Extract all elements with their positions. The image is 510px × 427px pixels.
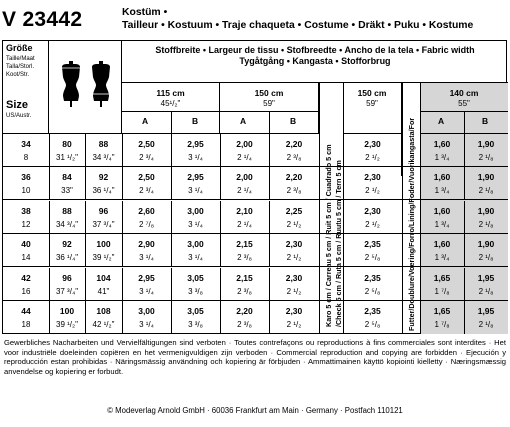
group-width: 150 cm [254, 88, 284, 98]
cell-g1b-yd: 3 ¹/₄ [188, 219, 203, 229]
cell-g2b: 2,30 [285, 272, 303, 283]
cell-g4a: 1,65 [433, 272, 451, 283]
cell-g4a-yd: 1 ³/₄ [434, 186, 450, 196]
cell-g4b: 1,95 [477, 272, 495, 283]
cell-g1a: 2,95 [138, 272, 155, 283]
cell-hip-in: 39 ¹/₂" [92, 253, 115, 263]
cell-g4b-yd: 2 ¹/₈ [478, 153, 494, 162]
col-a-label: A [240, 116, 247, 126]
cell-g1b: 3,00 [187, 239, 204, 250]
cell-g4a-yd: 1 ³/₄ [434, 153, 450, 162]
cell-g4b-yd: 2 ¹/₈ [478, 320, 494, 329]
cell-us: 14 [21, 253, 31, 263]
cell-hip-cm: 92 [98, 172, 109, 183]
cell-us: 8 [23, 153, 29, 162]
cell-g1b: 2,95 [187, 139, 204, 149]
cell-bust-cm: 80 [62, 139, 72, 149]
col-b-label: B [192, 116, 199, 126]
size-label: Größe [6, 43, 33, 53]
table-row [3, 301, 508, 334]
cell-g2b-yd: 2 ¹/₂ [286, 320, 302, 329]
cell-bust-in: 36 ¹/₄" [55, 253, 79, 263]
cell-hip-in: 42 ¹/₂" [92, 320, 115, 329]
cell-g4a-yd: 1 ³/₄ [434, 219, 450, 229]
size-sub-us: US/Austr. [6, 113, 32, 119]
cell-g2a-yd: 2 ³/₈ [237, 253, 252, 263]
cell-hip-in: 34 ³/₄" [92, 153, 115, 162]
size-sub-3: Koot/Str. [6, 72, 30, 78]
figure-header [49, 41, 122, 134]
cell-bust-in: 33" [61, 186, 73, 196]
cell-g3: 2,35 [364, 239, 381, 250]
cell-g1b-yd: 3 ¹/₄ [188, 153, 203, 162]
cell-g2a-yd: 2 ³/₈ [237, 320, 252, 329]
pattern-number: V 23442 [2, 8, 83, 31]
cell-g3: 2,30 [364, 205, 381, 216]
cell-hip-cm: 88 [98, 139, 109, 149]
cell-g2b-yd: 2 ¹/₂ [286, 253, 302, 263]
cell-g2a-yd: 2 ¹/₄ [237, 186, 252, 196]
cell-g2a-yd: 2 ³/₈ [237, 286, 252, 296]
cell-bust-in: 31 ¹/₂" [56, 153, 78, 162]
cell-g1b: 3,05 [187, 272, 204, 283]
cell-g4b-yd: 2 ¹/₈ [478, 253, 494, 263]
group-header-150 [220, 83, 319, 134]
cell-g2a: 2,00 [236, 139, 253, 149]
cell-bust-cm: 100 [59, 306, 75, 316]
cell-us: 12 [21, 219, 31, 229]
cell-g4b: 1,90 [477, 172, 495, 183]
group-width: 115 cm [156, 88, 185, 98]
cell-g2a-yd: 2 ¹/₄ [237, 219, 252, 229]
group-inches: 55" [458, 99, 470, 108]
cell-g3: 2,30 [364, 172, 381, 183]
cell-hip-in: 36 ¹/₄" [92, 186, 115, 196]
cell-g4b-yd: 2 ¹/₈ [478, 286, 494, 296]
cell-g3-yd: 2 ¹/₂ [365, 186, 380, 196]
group-width: 150 cm [357, 88, 387, 98]
cell-bust-cm: 96 [62, 272, 72, 283]
cell-g3-yd: 2 ⁵/₈ [364, 253, 381, 263]
cell-g2b: 2,30 [285, 239, 303, 250]
cell-g2b: 2,20 [285, 172, 303, 183]
cell-bust-in: 37 ³/₄" [55, 286, 79, 296]
cell-bust-in: 39 ¹/₂" [56, 320, 78, 329]
cell-us: 18 [21, 320, 31, 329]
size-sub-1: Taille/Maat [6, 56, 35, 62]
cell-g3: 2,30 [364, 139, 381, 149]
cell-g4b: 1,90 [477, 239, 495, 250]
cell-size: 38 [21, 205, 31, 216]
cell-g1b: 3,05 [187, 306, 204, 316]
cell-g1a-yd: 2 ⁷/₈ [138, 219, 155, 229]
cell-g2a: 2,10 [236, 205, 253, 216]
copyright-notice: Gewerbliches Nacharbeiten und Vervielfältigungen sind verboten · Toutes contrefaçons ou reproductions à fins commerciales sont interdites · Het voor industriële doeleinden copiëren en het vermenigvuldigen zijn verboden · Commercial reproduction and copying are forbidden · Ejecución y reproducción estan prohibidas · Näringsmässig användning och kopiering är förbjuden · Ammattimainen käyttö kopiointi kielletty · Næringsmæssig anvendelse og kopiering er forbudt. [4, 338, 506, 376]
cell-g4a: 1,65 [433, 306, 451, 316]
group-inches: 59" [366, 99, 378, 108]
cell-g2a: 2,15 [236, 272, 253, 283]
col-b-label: B [482, 116, 489, 126]
cell-g2b: 2,20 [285, 139, 303, 149]
group-inches: 45¹/₂" [160, 99, 181, 108]
title-line-2: Tailleur • Kostuum • Traje chaqueta • Costume • Dräkt • Puku • Kostume [122, 20, 474, 31]
cell-g1a: 2,90 [138, 239, 155, 250]
group-header-140 [420, 83, 508, 134]
fabric-header-line-1: Stoffbreite • Largeur de tissu • Stofbreedte • Ancho de la tela • Fabric width [155, 45, 475, 55]
cell-g2b: 2,25 [285, 205, 303, 216]
group-inches: 59" [263, 99, 275, 108]
cell-g3-yd: 2 ⁵/₈ [364, 286, 381, 296]
size-sub-2: Talla/Storl. [6, 64, 35, 70]
cell-bust-cm: 84 [62, 172, 72, 183]
cell-g3-yd: 2 ¹/₂ [365, 153, 380, 162]
cell-g2b: 2,30 [285, 306, 303, 316]
cell-g1b-yd: 3 ¹/₄ [188, 186, 203, 196]
cell-size: 42 [21, 272, 31, 283]
cell-size: 40 [21, 239, 31, 250]
table-row [3, 167, 508, 200]
cell-g4b: 1,90 [477, 205, 495, 216]
cell-g4a-yd: 1 ⁷/₈ [434, 320, 450, 329]
cell-g2a-yd: 2 ¹/₄ [237, 153, 252, 162]
fabric-width-header [122, 41, 508, 83]
cell-g1b-yd: 3 ³/₈ [188, 286, 203, 296]
group-header-115 [122, 83, 220, 134]
cell-bust-cm: 88 [62, 205, 72, 216]
publisher-footer: © Modeverlag Arnold GmbH · 60036 Frankfurt am Main · Germany · Postfach 110121 [107, 406, 403, 415]
cell-g4a: 1,60 [433, 239, 451, 250]
cell-us: 10 [21, 186, 31, 196]
fabric-header-line-2: Tygåtgång • Kangasta • Stofforbrug [239, 56, 391, 66]
col-b-label: B [290, 116, 297, 126]
size-rows [3, 134, 508, 334]
lining-label: Futter/Doublure/Voering/Forro/Lining/Foder/Vuorikangasta/For [407, 117, 416, 331]
cell-g2b-yd: 2 ¹/₂ [286, 219, 302, 229]
cell-g4a-yd: 1 ³/₄ [434, 253, 450, 263]
cell-g3: 2,35 [364, 306, 381, 316]
cell-g1b-yd: 3 ¹/₄ [188, 253, 203, 263]
cell-g3: 2,35 [364, 272, 381, 283]
dress-form-icons [49, 41, 122, 134]
cell-hip-in: 41" [97, 286, 110, 296]
cell-g4b: 1,95 [477, 306, 495, 316]
dress-form-icon-hip [92, 61, 110, 107]
cell-g1b: 3,00 [187, 205, 204, 216]
cell-bust-cm: 92 [62, 239, 72, 250]
cell-g1a-yd: 2 ³/₄ [139, 153, 154, 162]
cell-size: 44 [21, 306, 31, 316]
title-line-1: Kostüm • [122, 7, 168, 18]
garment-titles [122, 6, 473, 32]
group-width: 140 cm [449, 88, 479, 98]
cell-g1a: 2,50 [138, 172, 155, 183]
cell-g1a: 2,50 [138, 139, 155, 149]
cell-g3-yd: 2 ⁵/₈ [364, 320, 381, 329]
yardage-table [2, 40, 507, 334]
cell-bust-in: 34 ³/₄" [55, 219, 79, 229]
cell-g2a: 2,00 [236, 172, 253, 183]
col-a-label: A [142, 116, 149, 126]
cell-g2a: 2,15 [236, 239, 253, 250]
cell-g4b-yd: 2 ¹/₈ [478, 219, 494, 229]
cell-hip-cm: 100 [96, 239, 111, 250]
check-label: /Check 5 cm / Ruta 5 cm / Ruutu 5 cm / Tern 5 cm [334, 160, 343, 327]
table-row [3, 134, 508, 167]
size-label-en: Size [6, 99, 29, 111]
cell-g1a: 3,00 [138, 306, 155, 316]
cell-g1b-yd: 3 ³/₈ [188, 320, 203, 329]
header [0, 2, 510, 38]
cell-size: 34 [21, 139, 31, 149]
cell-g3-yd: 2 ¹/₂ [365, 219, 380, 229]
cell-g4a: 1,60 [433, 205, 451, 216]
cell-g1a-yd: 3 ¹/₄ [139, 320, 154, 329]
cell-g2a: 2,20 [236, 306, 253, 316]
cell-g2b-yd: 2 ¹/₂ [286, 286, 302, 296]
cell-g4a: 1,60 [433, 139, 451, 149]
table-row [3, 268, 508, 301]
table-row [3, 201, 508, 234]
cell-g4a: 1,60 [433, 172, 451, 183]
cell-g4a-yd: 1 ⁷/₈ [434, 286, 450, 296]
karo-label: Karo 5 cm / Carreau 5 cm / Ruit 5 cm / Cuadrado 5 cm [324, 144, 333, 327]
cell-hip-cm: 96 [98, 205, 109, 216]
size-header [3, 41, 49, 134]
cell-g2b-yd: 2 ³/₈ [286, 186, 302, 196]
cell-g1b: 2,95 [187, 172, 204, 183]
cell-hip-cm: 108 [96, 306, 111, 316]
cell-hip-in: 37 ³/₄" [92, 219, 115, 229]
cell-g1a-yd: 3 ¹/₄ [139, 286, 154, 296]
cell-us: 16 [21, 286, 31, 296]
cell-g2b-yd: 2 ³/₈ [286, 153, 302, 162]
cell-g4b: 1,90 [477, 139, 495, 149]
cell-g1a-yd: 2 ³/₄ [139, 186, 154, 196]
cell-hip-cm: 104 [96, 272, 111, 283]
table-row [3, 234, 508, 267]
col-a-label: A [438, 116, 445, 126]
cell-size: 36 [21, 172, 31, 183]
cell-g1a-yd: 3 ¹/₄ [139, 253, 154, 263]
cell-g1a: 2,60 [138, 205, 155, 216]
cell-g4b-yd: 2 ¹/₈ [478, 186, 494, 196]
